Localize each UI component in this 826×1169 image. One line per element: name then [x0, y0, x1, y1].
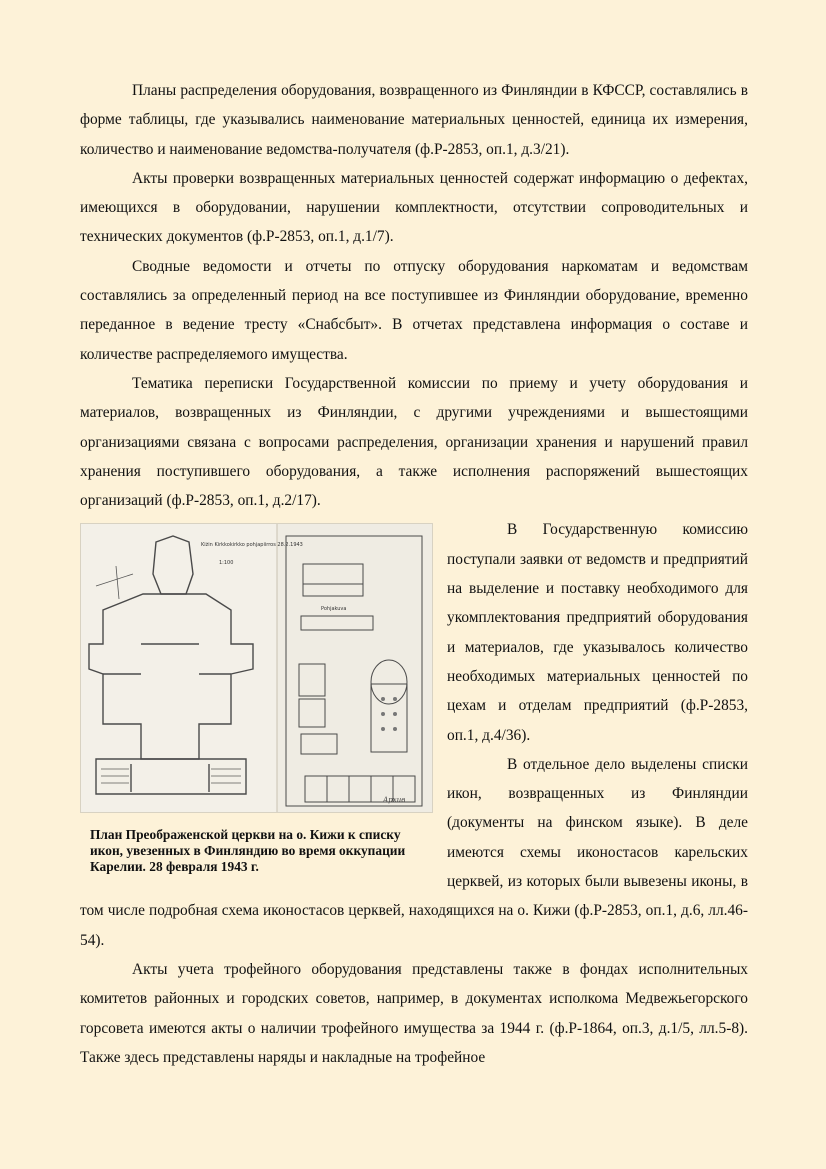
church-plan-drawing	[81, 524, 432, 812]
paragraph-7: Акты учета трофейного оборудования представлены также в фондах исполнительных комитетов районных и городских советов, например, в документах исполкома Медвежьегорского горсовета имеются акты о наличии трофейного имущества за 1944 г. (ф.Р-1864, оп.3, д.1/5, лл.5-8). Также здесь представлены наряды и накладные на трофейное	[80, 960, 748, 1066]
paragraph-6: В отдельное дело выделены списки икон, возвращенных из Финляндии (документы на финском языке). В деле имеются схемы иконостасов карельских церквей, из которых были вывезены иконы, в том числе подробная схема иконостасов церквей, находящихся на о. Кижи (ф.Р-2853, оп.1, д.6, лл.46-54).	[80, 755, 748, 949]
paragraph-5: В Государственную комиссию поступали заявки от ведомств и предприятий на выделение и поставку необходимого для укомплектования предприятий оборудования и материалов, где указывалось количество необходимых материальных ценностей по цехам и отделам предприятий (ф.Р-2853, оп.1, д.4/36).	[447, 521, 748, 744]
church-plan-image	[80, 523, 433, 813]
paragraph-1: Планы распределения оборудования, возвращенного из Финляндии в КФССР, составлялись в форме таблицы, где указывались наименование материальных ценностей, единица их измерения, количество и наименование ведомства-получателя (ф.Р-2853, оп.1, д.3/21).	[80, 82, 748, 158]
paragraph-4: Тематика переписки Государственной комиссии по приему и учету оборудования и материалов, возвращенных из Финляндии, с другими учреждениями и вышестоящими организациями связана с вопросами распределения, организации хранения и нарушений правил хранения поступившего оборудования, а также исполнения распоряжений вышестоящих организаций (ф.Р-2853, оп.1, д.2/17).	[80, 374, 748, 510]
drawing-scale: 1:100	[219, 560, 234, 567]
paragraph-3: Сводные ведомости и отчеты по отпуску оборудования наркоматам и ведомствам составлялись за определенный период на все поступившее из Финляндии оборудование, временно переданное в ведение тресту «Снабсбыт». В отчетах представлена информация о составе и количестве распределяемого имущества.	[80, 257, 748, 363]
document-page	[80, 76, 748, 1072]
archive-stamp: Архив	[383, 796, 406, 805]
drawing-note: Kiżin Kirkkokirkko pohjapiirros 28.2.1943	[201, 542, 303, 549]
iconostasis-label: Pohjakuva	[321, 606, 347, 613]
figure-caption: План Преображенской церкви на о. Кижи к списку икон, увезенных в Финляндию во время оккупации Карелии. 28 февраля 1943 г.	[90, 827, 406, 875]
paragraph-2: Акты проверки возвращенных материальных ценностей содержат информацию о дефектах, имеющихся в оборудовании, нарушении комплектности, отсутствии сопроводительных и технических документов (ф.Р-2853, оп.1, д.1/7).	[80, 169, 748, 246]
figure-block	[80, 523, 433, 875]
